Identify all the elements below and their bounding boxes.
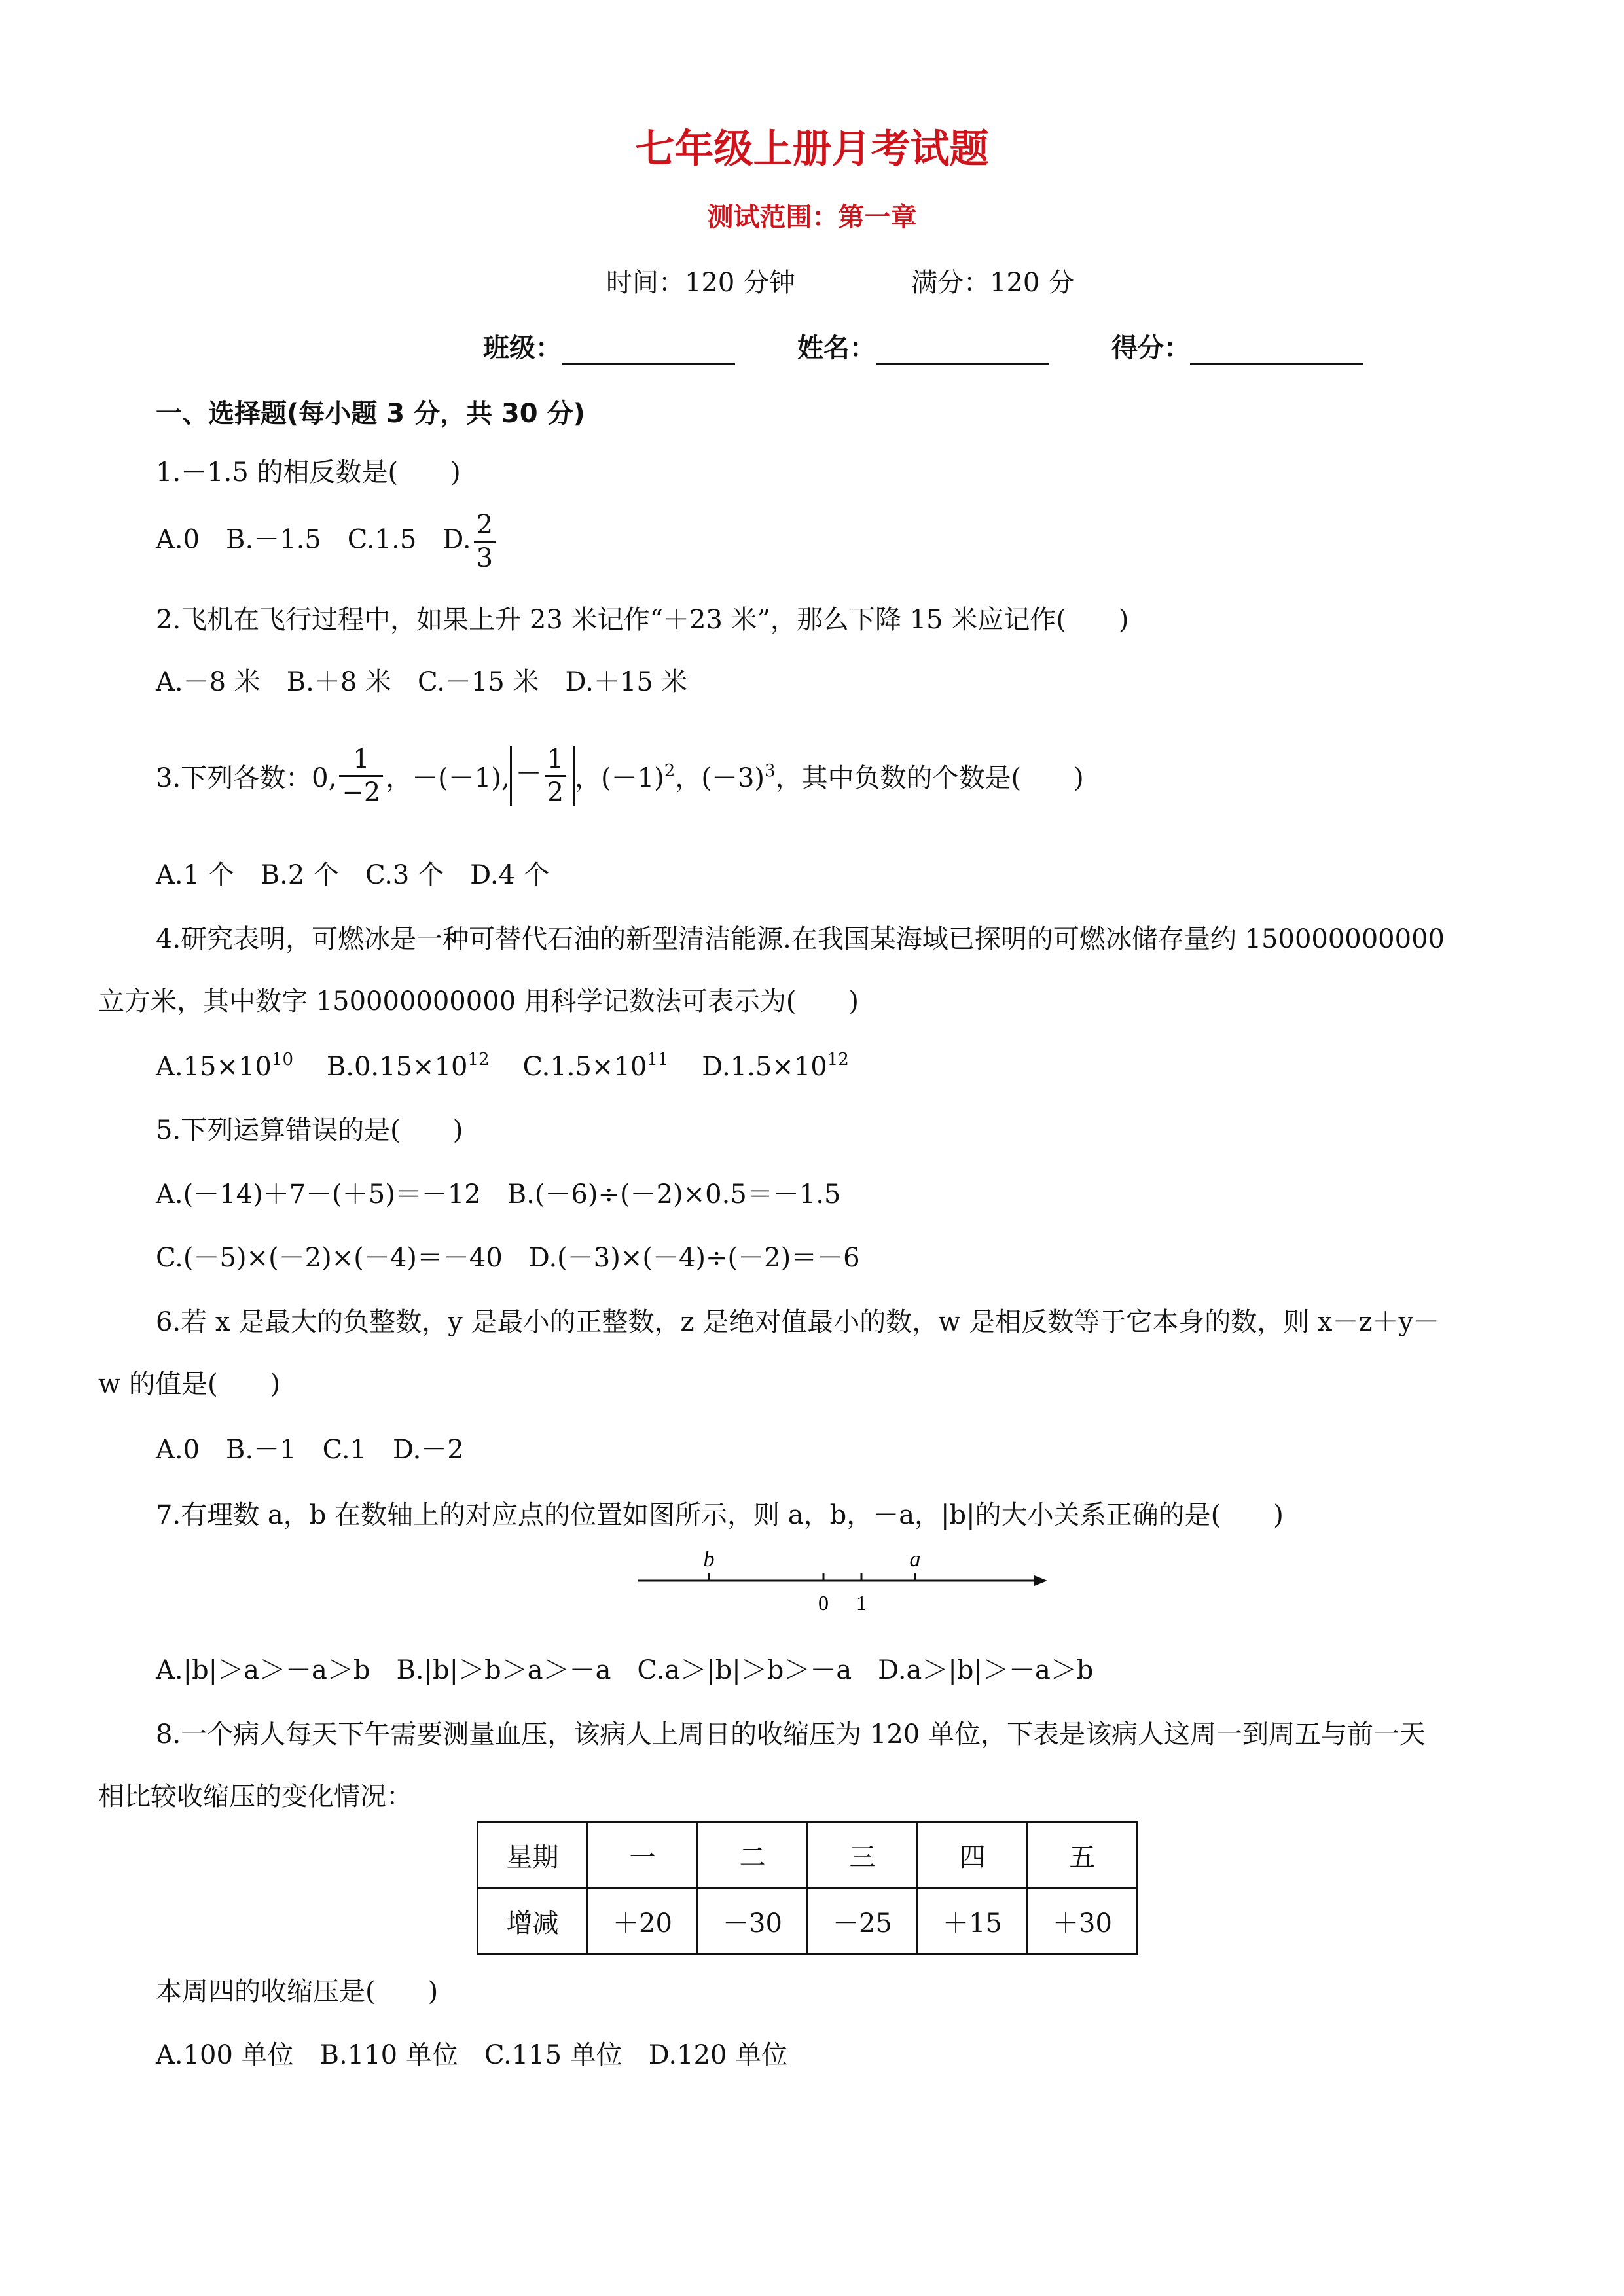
name-field: [797, 327, 1049, 365]
table-row: [478, 1888, 1138, 1954]
q4-option-b: B.0.15×10: [326, 1052, 468, 1082]
table-cell: ＋20: [588, 1888, 698, 1954]
q5-options-line1: A.(－14)＋7－(＋5)＝－12 B.(－6)÷(－2)×0.5＝－1.5: [156, 1179, 841, 1210]
label-a: a: [909, 1548, 921, 1571]
table-cell: ＋15: [918, 1888, 1028, 1954]
name-blank: [876, 336, 1049, 365]
test-scope: 测试范围：第一章: [707, 202, 917, 232]
q2-stem: 2.飞机在飞行过程中，如果上升 23 米记作“＋23 米”，那么下降 15 米应记作( ): [156, 605, 1129, 635]
q8-stem-line1: 8.一个病人每天下午需要测量血压，该病人上周日的收缩压为 120 单位，下表是该病人这周一到周五与前一天: [156, 1719, 1426, 1749]
label-one: 1: [856, 1591, 867, 1615]
q3-f2-num: 1: [547, 744, 564, 774]
class-field: [483, 327, 735, 365]
full-score: 满分：120 分: [911, 268, 1075, 298]
table-cell: －30: [698, 1888, 808, 1954]
q3-fraction-1: [339, 746, 383, 806]
number-line-arrow: [1034, 1575, 1047, 1586]
q1-stem: 1.－1.5 的相反数是( ): [156, 457, 461, 488]
table-cell: －25: [808, 1888, 918, 1954]
q5-stem: 5.下列运算错误的是( ): [156, 1115, 463, 1145]
q4-option-c: C.1.5×10: [522, 1052, 647, 1082]
q3-power-1: [575, 757, 675, 795]
q8-question: 本周四的收缩压是( ): [156, 1977, 439, 2007]
q4-option-d: D.1.5×10: [702, 1052, 827, 1082]
page-title: 七年级上册月考试题: [635, 126, 989, 172]
q3-power-2: [675, 757, 775, 795]
label-b: b: [703, 1548, 715, 1571]
q1-fraction: [474, 512, 496, 571]
number-line-figure: [638, 1548, 1057, 1620]
table-cell: 一: [588, 1822, 698, 1888]
q3-suffix: ，其中负数的个数是( ): [775, 763, 1084, 793]
q3-stem: [156, 746, 1084, 806]
table-cell: 三: [808, 1822, 918, 1888]
section-heading: 一、选择题(每小题 3 分，共 30 分): [156, 399, 585, 429]
table-header-row: [478, 1822, 1138, 1888]
q1-options: [156, 512, 498, 571]
q3-e1: 2: [664, 761, 676, 781]
table-cell: 二: [698, 1822, 808, 1888]
q4-d-exp: 12: [827, 1050, 849, 1069]
q3-p1: ，(－1): [575, 763, 664, 793]
score-field: [1111, 327, 1363, 365]
q7-stem: 7.有理数 a，b 在数轴上的对应点的位置如图所示，则 a，b，－a，|b|的大小关系正确的是( ): [156, 1500, 1284, 1530]
q1-options-text: A.0 B.－1.5 C.1.5 D.: [156, 524, 471, 555]
q7-options: A.|b|＞a＞－a＞b B.|b|＞b＞a＞－a C.a＞|b|＞b＞－a D.a＞|b|＞－a＞b: [156, 1655, 1094, 1685]
q3-e2: 3: [765, 761, 776, 781]
q8-stem-line2: 相比较收缩压的变化情况：: [98, 1782, 412, 1812]
q3-abs-sign: －: [515, 759, 542, 789]
q4-stem-line2: 立方米，其中数字 150000000000 用科学记数法可表示为( ): [98, 986, 859, 1016]
q3-f2-den: 2: [545, 775, 566, 806]
table-cell: ＋30: [1028, 1888, 1138, 1954]
class-blank: [562, 336, 735, 365]
q6-stem-line2: w 的值是( ): [98, 1369, 281, 1399]
grade-blank: [1190, 336, 1363, 365]
q5-options-line2: C.(－5)×(－2)×(－4)＝－40 D.(－3)×(－4)÷(－2)＝－6: [156, 1243, 860, 1273]
table-cell: 四: [918, 1822, 1028, 1888]
name-label: 姓名：: [797, 333, 876, 363]
q3-prefix: 3.下列各数：0,: [156, 763, 337, 793]
q4-options: [156, 1050, 849, 1083]
q3-f1-num: 1: [353, 744, 370, 774]
q4-c-exp: 11: [647, 1050, 669, 1069]
label-zero: 0: [818, 1591, 829, 1615]
q3-options: A.1 个 B.2 个 C.3 个 D.4 个: [156, 860, 550, 890]
q4-option-a: A.15×10: [156, 1052, 272, 1082]
blood-pressure-table: [477, 1821, 1138, 1955]
q6-stem-line1: 6.若 x 是最大的负整数，y 是最小的正整数，z 是绝对值最小的数，w 是相反数等于它本身的数，则 x－z＋y－: [156, 1307, 1440, 1337]
time-limit: 时间：120 分钟: [606, 268, 796, 298]
q4-a-exp: 10: [271, 1050, 294, 1069]
q1-frac-den: 3: [474, 541, 496, 571]
q3-f1-den: −2: [339, 775, 383, 806]
q4-b-exp: 12: [467, 1050, 490, 1069]
table-cell: 星期: [478, 1822, 588, 1888]
q4-stem-line1: 4.研究表明，可燃冰是一种可替代石油的新型清洁能源.在我国某海域已探明的可燃冰储存量约 150000000000: [156, 924, 1445, 954]
q1-frac-num: 2: [476, 510, 494, 540]
q3-mid: ，－(－1),: [386, 763, 510, 793]
table-cell: 增减: [478, 1888, 588, 1954]
table-cell: 五: [1028, 1822, 1138, 1888]
q3-fraction-2: [545, 746, 566, 806]
q6-options: A.0 B.－1 C.1 D.－2: [156, 1435, 464, 1465]
grade-label: 得分：: [1111, 333, 1190, 363]
q3-absolute-value: [510, 746, 575, 806]
q8-options: A.100 单位 B.110 单位 C.115 单位 D.120 单位: [156, 2040, 788, 2070]
class-label: 班级：: [483, 333, 562, 363]
q2-options: A.－8 米 B.＋8 米 C.－15 米 D.＋15 米: [156, 667, 688, 697]
q3-p2: ，(－3): [675, 763, 765, 793]
